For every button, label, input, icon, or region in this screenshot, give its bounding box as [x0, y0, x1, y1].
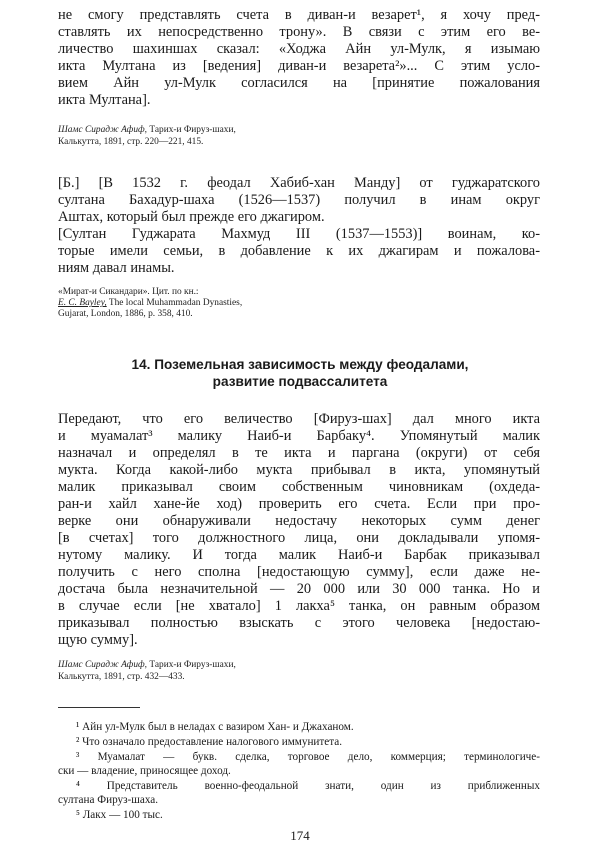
- para2-line-3: Аштах, который был прежде его джагиром.: [58, 209, 325, 225]
- para3-line-4: мукта. Когда какой-либо мукта прибывал в икта, упомянутый: [58, 462, 540, 478]
- footnote-3-cont: ски — владение, приносящее доход.: [58, 765, 231, 777]
- para2-line-6: ниям давал инамы.: [58, 260, 175, 276]
- section-heading-line-1: [0, 356, 600, 373]
- source1-title: Тарих-и Фируз-шахи,: [147, 125, 236, 135]
- para2-line-5: торые имели семьи, в добавление к их джагирам и пожалова-: [58, 243, 540, 259]
- footnote-4-cont: султана Фируз-шаха.: [58, 794, 159, 806]
- footnote-4: ⁴ Представитель военно-феодальной знати, один из приближенных: [76, 780, 540, 792]
- footnote-1: ¹ Айн ул-Мулк был в неладах с вазиром Хан- и Джаханом.: [76, 721, 354, 733]
- para1-line-3: личество шахиншах сказал: «Ходжа Айн ул-Мулк, я изымаю: [58, 41, 540, 57]
- source3-line-1: [58, 660, 236, 671]
- section-title-line-1: Поземельная зависимость между феодалами,: [154, 357, 469, 372]
- para3-line-10: получить с него сполна [недостающую сумму], если даже не-: [58, 564, 540, 580]
- para2-line-4: [Султан Гуджарата Махмуд III (1537—1553)] воинам, ко-: [58, 226, 540, 242]
- source3-title: Тарих-и Фируз-шахи,: [147, 660, 236, 670]
- para3-line-1: Передают, что его величество [Фируз-шах] дал много икта: [58, 411, 540, 427]
- para3-line-3: назначал и определял в те икта и паргана (округи) от себя: [58, 445, 540, 461]
- para3-line-6: ран-и хайл хане-йе ход) проверить его счета. Если при про-: [58, 496, 540, 512]
- source1-line-2: Калькутта, 1891, стр. 220—221, 415.: [58, 137, 204, 147]
- source2-line-1: «Мират-и Сикандари». Цит. по кн.:: [58, 287, 199, 297]
- para1-line-6: икта Мултана].: [58, 92, 151, 108]
- section-number: 14.: [131, 357, 151, 372]
- page-number: 174: [290, 828, 310, 843]
- source3-author: Шамс Сирадж Афиф,: [58, 660, 148, 670]
- source3-line-2: Калькутта, 1891, стр. 432—433.: [58, 672, 185, 682]
- source2-line-3: Gujarat, London, 1886, p. 358, 410.: [58, 309, 193, 319]
- footnote-5: ⁵ Лакх — 100 тыс.: [76, 809, 163, 821]
- para3-line-8: [в счетах] того должностного лица, они докладывали упомя-: [58, 530, 540, 546]
- para2-line-2: султана Бахадур-шаха (1526—1537) получил в инам округ: [58, 192, 540, 208]
- section-title-line-2: развитие подвассалитета: [212, 374, 388, 389]
- footnote-divider: [58, 707, 140, 708]
- para1-line-2: ставлять их непосредственно трону». В связи с этим его ве-: [58, 24, 540, 40]
- para3-line-2: и муамалат³ малику Наиб-и Барбаку⁴. Упомянутый малик: [58, 428, 540, 444]
- para3-line-5: малик приказывал своим собственным чиновникам (охдеда-: [58, 479, 540, 495]
- source2-line-2: [58, 298, 242, 309]
- footnote-2: ² Что означало предоставление налогового иммунитета.: [76, 736, 343, 748]
- source2-author: E. C. Bayley,: [58, 298, 107, 308]
- para3-line-14: щую сумму].: [58, 632, 138, 648]
- para3-line-9: нутому малику. И тогда малик Наиб-и Барбак приказывал: [58, 547, 540, 563]
- para1-line-1: не смогу представлять счета в диван-и везарет¹, я хочу пред-: [58, 7, 540, 23]
- para3-line-11: достача была незначительной — 20 000 или 30 000 танка. Но и: [58, 581, 540, 597]
- para3-line-13: приказывал полностью взыскать с этого человека [недостаю-: [58, 615, 540, 631]
- source1-author: Шамс Сирадж Афиф,: [58, 125, 148, 135]
- source1-line-1: [58, 125, 236, 136]
- para3-line-12: в случае если [не хватало] 1 лакха⁵ танка, он равным образом: [58, 598, 540, 614]
- para1-line-4: икта Мултана из [ведения] диван-и везарета²»... С этим усло-: [58, 58, 540, 74]
- footnote-3: ³ Муамалат — букв. сделка, торговое дело, коммерция; терминологиче-: [76, 751, 540, 763]
- para3-line-7: верке они обнаруживали недостачу некоторых сумм денег: [58, 513, 540, 529]
- para1-line-5: вием Айн ул-Мулк согласился на [принятие пожалования: [58, 75, 540, 91]
- para2-line-1: [Б.] [В 1532 г. феодал Хабиб-хан Манду] от гуджаратского: [58, 175, 540, 191]
- source2-title: The local Muhammadan Dynasties,: [106, 298, 243, 308]
